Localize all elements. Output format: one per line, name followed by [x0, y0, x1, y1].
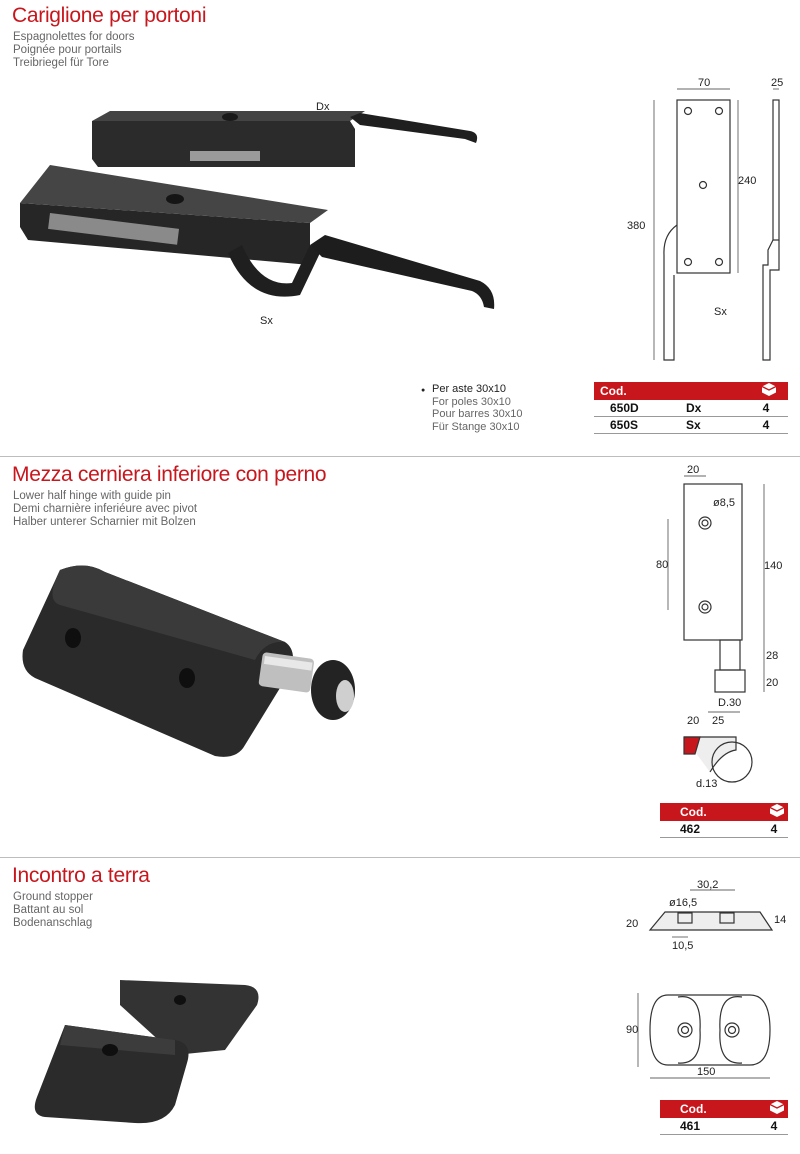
qty-cell: 4 — [760, 821, 788, 838]
table-row — [594, 400, 788, 417]
pole-notes — [432, 383, 523, 433]
dim-spacing: 30,2 — [697, 879, 719, 891]
note-fr: Pour barres 30x10 — [432, 408, 523, 420]
box-icon — [744, 382, 788, 400]
code-table-3 — [660, 1100, 788, 1135]
dim-top-b: 25 — [712, 715, 725, 727]
dim-hole: ø16,5 — [669, 897, 698, 909]
hinge-drawing — [640, 462, 800, 822]
dim-right-height: 14 — [774, 914, 787, 926]
dim-height: 90 — [626, 1024, 639, 1036]
section-1-title: Cariglione per portoni — [12, 4, 207, 27]
section-1-subtitle-de: Treibriegel für Tore — [13, 57, 109, 69]
box-icon — [760, 803, 788, 821]
dim-width: 70 — [698, 77, 711, 89]
note-en: For poles 30x10 — [432, 395, 511, 408]
section-2-title: Mezza cerniera inferiore con perno — [12, 463, 327, 486]
dim-height-holes: 80 — [656, 559, 669, 571]
dim-bottom: 10,5 — [672, 940, 694, 952]
code-header: Cod. — [660, 803, 760, 821]
side-cell: Dx — [686, 400, 744, 417]
dim-bore: d.13 — [696, 778, 718, 790]
section-1-subtitle-fr: Poignée pour portails — [13, 44, 122, 56]
section-1-subtitle-en: Espagnolettes for doors — [13, 31, 135, 43]
dim-pin-a: 28 — [766, 650, 779, 662]
section-2-subtitle-fr: Demi charnière inferiéure avec pivot — [13, 503, 198, 515]
dx-photo-label: Dx — [316, 101, 330, 113]
section-3-subtitle-en: Ground stopper — [13, 891, 93, 903]
table-row — [660, 1118, 788, 1135]
hinge-photo — [15, 560, 375, 780]
dim-height-total: 380 — [627, 220, 646, 232]
code-cell: 461 — [660, 1118, 760, 1135]
divider-2 — [0, 857, 800, 858]
dim-top-a: 20 — [687, 715, 700, 727]
sx-photo-label: Sx — [260, 315, 273, 327]
espagnolette-drawing — [627, 75, 800, 375]
section-3-subtitle-de: Bodenanschlag — [13, 917, 93, 929]
box-icon — [760, 1100, 788, 1118]
side-cell: Sx — [686, 417, 744, 434]
dim-side: Sx — [714, 306, 727, 318]
dim-height-total: 140 — [764, 560, 783, 572]
ground-stopper-drawing — [620, 875, 800, 1085]
qty-cell: 4 — [744, 417, 788, 434]
dim-width: 20 — [687, 464, 700, 476]
code-header: Cod. — [594, 382, 686, 400]
dim-left-height: 20 — [626, 918, 639, 930]
dim-length: 150 — [697, 1066, 716, 1078]
dim-hole: ø8,5 — [713, 497, 736, 509]
section-2-subtitle-de: Halber unterer Scharnier mit Bolzen — [13, 516, 196, 528]
table-row — [594, 417, 788, 434]
ground-stopper-photo — [25, 965, 275, 1135]
code-table-1 — [594, 382, 788, 434]
divider-1 — [0, 456, 800, 457]
section-3-title: Incontro a terra — [12, 864, 150, 887]
espagnolette-photo — [10, 95, 510, 345]
section-3-subtitle-fr: Battant au sol — [13, 904, 84, 916]
qty-cell: 4 — [744, 400, 788, 417]
code-table-2 — [660, 803, 788, 838]
section-2-subtitle-en: Lower half hinge with guide pin — [13, 490, 171, 502]
code-cell: 650D — [594, 400, 686, 417]
note-de: Für Stange 30x10 — [432, 420, 520, 433]
dim-depth: 25 — [771, 77, 784, 89]
table-row — [660, 821, 788, 838]
qty-cell: 4 — [760, 1118, 788, 1135]
dim-height-plate: 240 — [738, 175, 757, 187]
dim-pin-diam: D.30 — [718, 697, 742, 709]
code-cell: 650S — [594, 417, 686, 434]
code-header: Cod. — [660, 1100, 760, 1118]
code-cell: 462 — [660, 821, 760, 838]
dim-pin-b: 20 — [766, 677, 779, 689]
note-it: ● Per aste 30x10 — [432, 383, 523, 396]
